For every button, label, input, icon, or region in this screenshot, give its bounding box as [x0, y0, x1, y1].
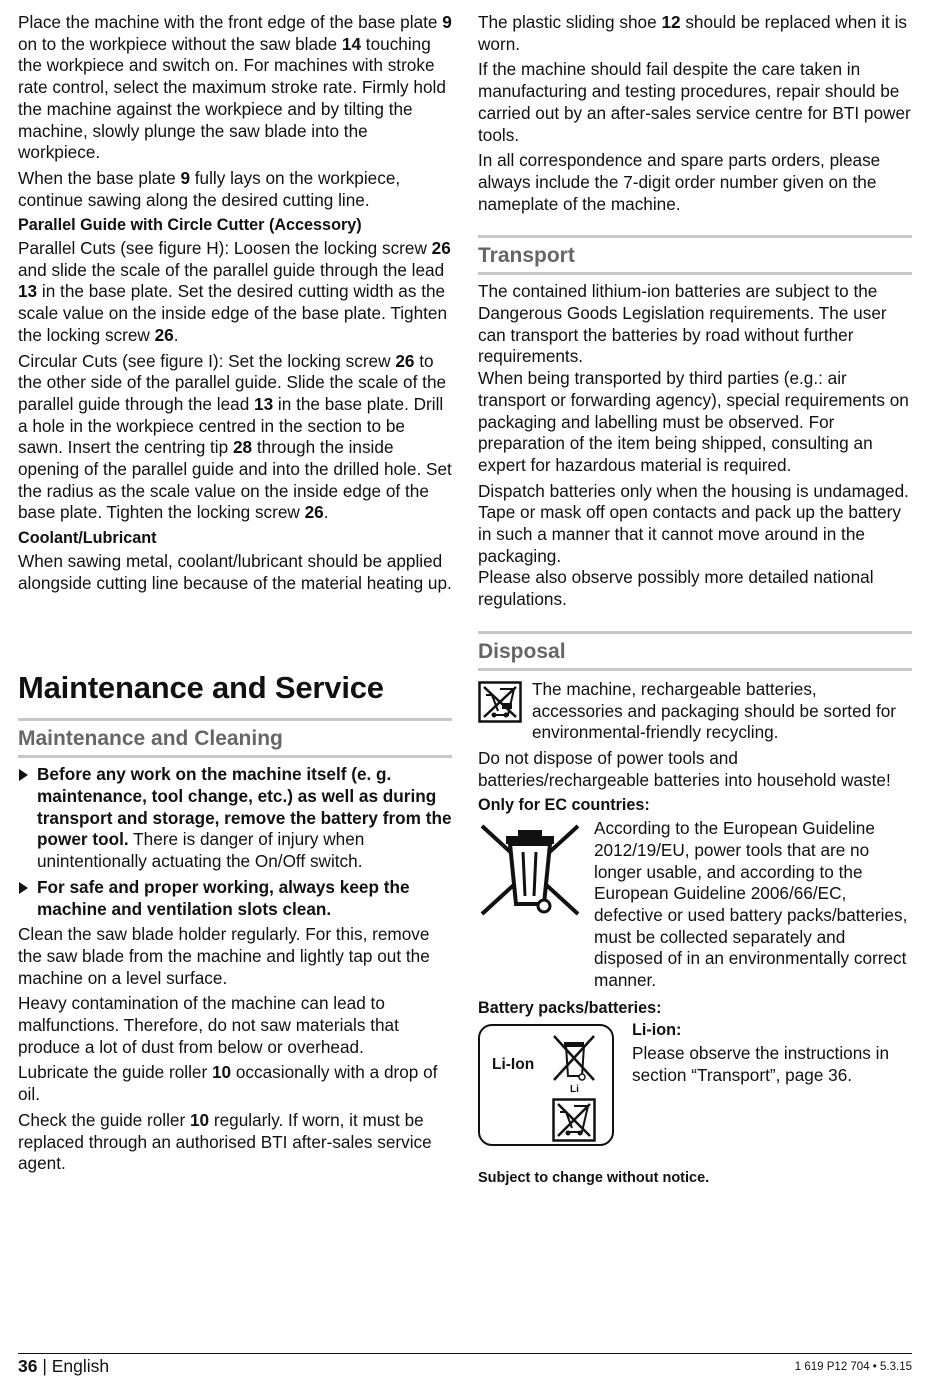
change-notice: Subject to change without notice.: [478, 1170, 710, 1187]
paragraph-lubricate: Lubricate the guide roller 10 occasionally with a drop of oil.: [18, 1062, 438, 1105]
section-title-maintenance: Maintenance and Service: [18, 670, 384, 706]
liion-row: [478, 1020, 912, 1146]
left-column: [18, 12, 452, 1179]
li-small-label: Li: [570, 1084, 579, 1096]
liion-box-label: Li-Ion: [492, 1056, 535, 1074]
battery-recycling-icon: [552, 1098, 596, 1142]
recycling-sort-icon: [478, 681, 522, 723]
paragraph-transport-3: Dispatch batteries only when the housing is undamaged. Tape or mask off open contacts and pack up the battery in such a manner that it cannot move around in the packaging.: [478, 480, 909, 566]
language-label: English: [51, 1356, 110, 1376]
heading-maintenance-cleaning: Maintenance and Cleaning: [18, 725, 452, 758]
bullet-triangle-icon: [19, 882, 28, 894]
paragraph-liion-instructions: Please observe the instructions in section “Transport”, page 36.: [632, 1043, 889, 1085]
paragraph-plunge-cut: Place the machine with the front edge of the base plate 9 on to the workpiece without the saw blade 14 touching the workpiece and switch on. For machines with stroke rate control, select the maximum stroke rate. Firmly hold the machine against the workpiece and by tilting the machine, slowly plunge the saw blade into the workpiece.: [18, 12, 452, 163]
section-divider: [478, 631, 912, 671]
paragraph-repair: If the machine should fail despite the care taken in manufacturing and testing procedures, repair should be carried out by an after-sales service centre for BTI power tools.: [478, 59, 911, 145]
section-divider: [478, 235, 912, 275]
heading-transport: Transport: [478, 242, 912, 275]
heading-parallel-guide: Parallel Guide with Circle Cutter (Accessory): [18, 216, 362, 235]
page-number: 36: [18, 1356, 38, 1376]
heading-disposal: Disposal: [478, 638, 912, 671]
paragraph-check-roller: Check the guide roller 10 regularly. If worn, it must be replaced through an authorised BTI after-sales service agent.: [18, 1109, 432, 1174]
recycling-row: [478, 679, 912, 748]
heading-ec-countries: Only for EC countries:: [478, 796, 650, 815]
bullet-remove-battery: Before any work on the machine itself (e. g. maintenance, tool change, etc.) as well as during transport and storage, remove the battery from the power tool. There is danger of injury when unintentionally actuating the On/Off switch.: [18, 764, 452, 873]
bullet-triangle-icon: [19, 769, 28, 781]
heading-liion: Li-ion:: [632, 1021, 682, 1040]
battery-crossed-bin-icon: [552, 1034, 596, 1086]
heading-coolant: Coolant/Lubricant: [18, 529, 157, 548]
bullet-keep-clean: For safe and proper working, always keep the machine and ventilation slots clean.: [18, 877, 452, 920]
weee-row: [478, 818, 912, 996]
paragraph-recycling: The machine, rechargeable batteries, accessories and packaging should be sorted for environmental-friendly recycling.: [532, 678, 897, 743]
paragraph-eu-guideline: According to the European Guideline 2012/19/EU, power tools that are no longer usable, and according to the European Guideline 2006/66/EC, defective or used battery packs/batteries, must be collected separately and disposed of in an environmentally correct manner.: [594, 818, 908, 991]
liion-text: [632, 1020, 912, 1090]
heading-battery-packs: Battery packs/batteries:: [478, 998, 662, 1017]
footer-page-info: 36 | English: [18, 1356, 110, 1376]
paragraph-transport-2: When being transported by third parties (e.g.: air transport or forwarding agency), special requirements on packaging and labelling must be observed. For preparation of the item being shipped, consulting an expert for hazardous material is required.: [478, 368, 909, 475]
paragraph-contamination: Heavy contamination of the machine can lead to malfunctions. Therefore, do not saw materials that produce a lot of dust from below or overhead.: [18, 993, 399, 1057]
paragraph-parallel-cuts: Parallel Cuts (see figure H): Loosen the locking screw 26 and slide the scale of the parallel guide through the lead 13 in the base plate. Set the desired cutting width as the scale value on the inside edge of the base plate. Tighten the locking screw 26.: [18, 238, 451, 345]
paragraph-continue-sawing: When the base plate 9 fully lays on the workpiece, continue sawing along the desired cutting line.: [18, 167, 401, 210]
crossed-out-bin-icon: [478, 822, 582, 918]
paragraph-no-household-waste: Do not dispose of power tools and batteries/rechargeable batteries into household waste!: [478, 747, 891, 790]
section-divider: [18, 718, 452, 758]
right-column: [478, 12, 912, 1186]
paragraph-coolant: When sawing metal, coolant/lubricant should be applied alongside cutting line because of the material heating up.: [18, 550, 452, 593]
paragraph-order-number: In all correspondence and spare parts orders, please always include the 7-digit order number given on the nameplate of the machine.: [478, 150, 881, 214]
liion-symbol-box: [478, 1024, 614, 1146]
document-code: 1 619 P12 704 • 5.3.15: [794, 1361, 912, 1373]
paragraph-clean-holder: Clean the saw blade holder regularly. For this, remove the saw blade from the machine and lightly tap out the machine on a level surface.: [18, 924, 430, 988]
paragraph-sliding-shoe: The plastic sliding shoe 12 should be replaced when it is worn.: [478, 12, 908, 54]
paragraph-transport-4: Please also observe possibly more detailed national regulations.: [478, 567, 874, 610]
footer-rule: [18, 1353, 912, 1354]
paragraph-circular-cuts: Circular Cuts (see figure I): Set the locking screw 26 to the other side of the parallel guide. Slide the scale of the parallel guide through the lead 13 in the base plate. Drill a hole in the workpiece centred in the section to be sawn. Insert the centring tip 28 through the inside opening of the parallel guide and into the drilled hole. Set the radius as the scale value on the inside edge of the base plate. Tighten the locking screw 26.: [18, 350, 452, 523]
paragraph-transport-1: The contained lithium-ion batteries are subject to the Dangerous Goods Legislation requirements. The user can transport the batteries by road without further requirements.: [478, 281, 887, 367]
